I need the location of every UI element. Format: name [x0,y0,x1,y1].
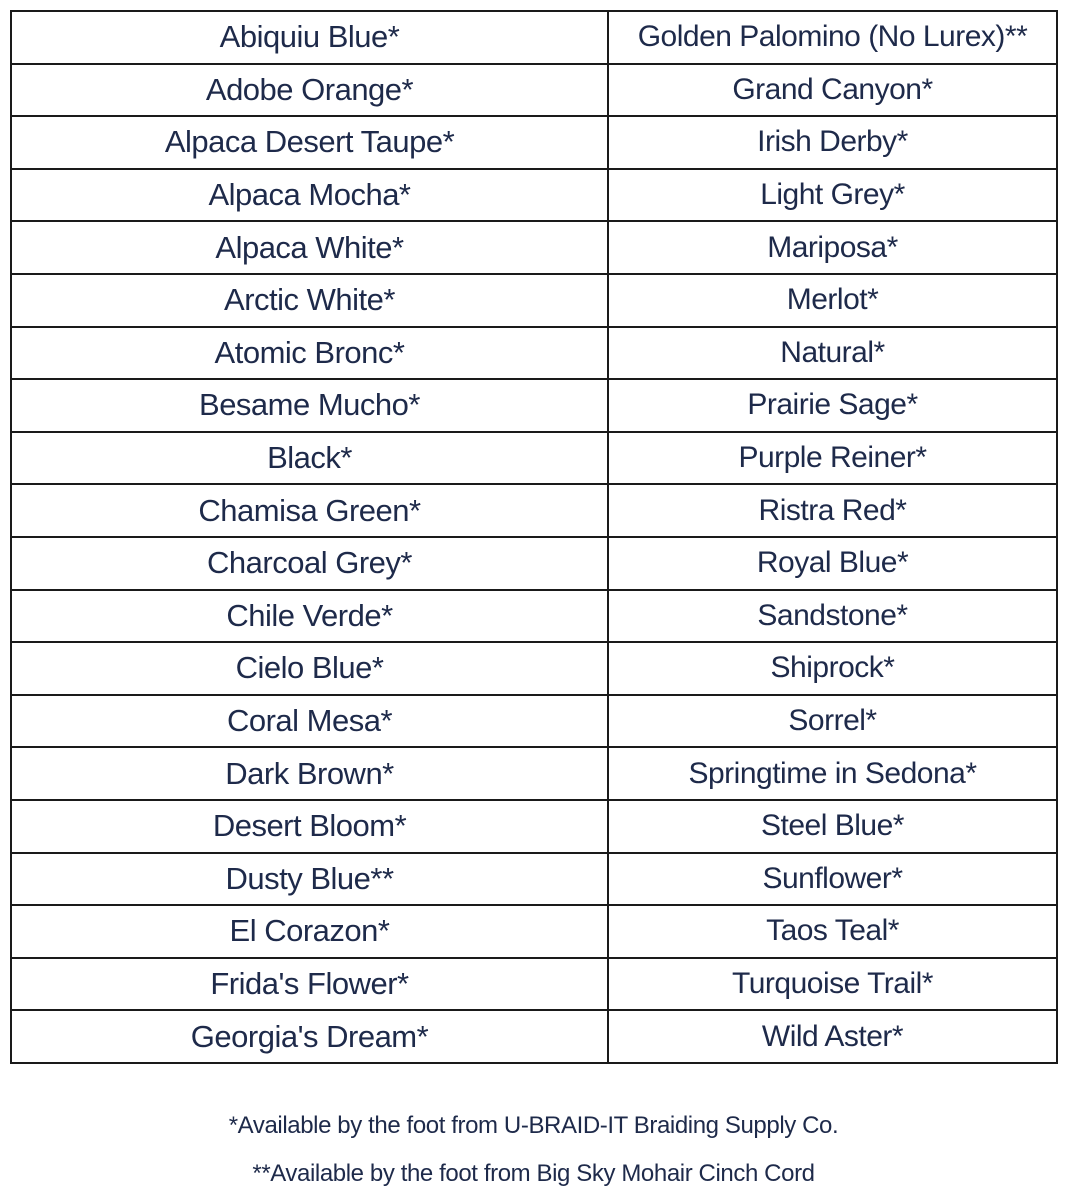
color-name-cell-left: Dark Brown* [11,747,608,800]
table-row [11,327,1057,380]
color-name-cell-left: Adobe Orange* [11,64,608,117]
color-name-cell-left: Chile Verde* [11,590,608,643]
table-row [11,800,1057,853]
table-row [11,64,1057,117]
table-row [11,905,1057,958]
table-row [11,853,1057,906]
color-name-cell-right: Grand Canyon* [608,64,1057,117]
color-name-cell-right: Mariposa* [608,221,1057,274]
color-name-cell-right: Prairie Sage* [608,379,1057,432]
color-table [10,10,1058,1064]
color-name-cell-left: Black* [11,432,608,485]
color-name-cell-right: Sunflower* [608,853,1057,906]
color-name-cell-left: Chamisa Green* [11,484,608,537]
footnote-single-star: *Available by the foot from U-BRAID-IT Braiding Supply Co. [228,1112,839,1139]
table-row [11,221,1057,274]
table-row [11,432,1057,485]
color-name-cell-right: Light Grey* [608,169,1057,222]
table-row [11,958,1057,1011]
color-name-cell-right: Royal Blue* [608,537,1057,590]
color-name-cell-right: Merlot* [608,274,1057,327]
table-row [11,116,1057,169]
table-row [11,695,1057,748]
color-name-cell-right: Sorrel* [608,695,1057,748]
color-name-cell-left: Frida's Flower* [11,958,608,1011]
table-row [11,274,1057,327]
table-row [11,747,1057,800]
color-name-cell-left: Abiquiu Blue* [11,11,608,64]
color-name-cell-left: Cielo Blue* [11,642,608,695]
table-row [11,1010,1057,1063]
footnote-double-star: **Available by the foot from Big Sky Mohair Cinch Cord [252,1160,815,1187]
color-name-cell-right: Purple Reiner* [608,432,1057,485]
color-name-cell-left: Atomic Bronc* [11,327,608,380]
color-name-cell-right: Golden Palomino (No Lurex)** [608,11,1057,64]
color-name-cell-right: Taos Teal* [608,905,1057,958]
color-name-cell-left: Besame Mucho* [11,379,608,432]
color-name-cell-left: El Corazon* [11,905,608,958]
color-name-cell-right: Irish Derby* [608,116,1057,169]
color-name-cell-left: Arctic White* [11,274,608,327]
color-name-cell-left: Alpaca Desert Taupe* [11,116,608,169]
color-name-cell-left: Alpaca White* [11,221,608,274]
color-name-cell-left: Desert Bloom* [11,800,608,853]
color-name-cell-right: Wild Aster* [608,1010,1057,1063]
color-table-body [11,11,1057,1063]
table-row [11,169,1057,222]
table-row [11,11,1057,64]
color-name-cell-right: Springtime in Sedona* [608,747,1057,800]
color-name-cell-left: Alpaca Mocha* [11,169,608,222]
color-name-cell-right: Sandstone* [608,590,1057,643]
table-row [11,642,1057,695]
color-name-cell-right: Turquoise Trail* [608,958,1057,1011]
color-name-cell-left: Dusty Blue** [11,853,608,906]
color-name-cell-left: Coral Mesa* [11,695,608,748]
table-row [11,590,1057,643]
color-name-cell-right: Shiprock* [608,642,1057,695]
table-row [11,379,1057,432]
color-name-cell-right: Natural* [608,327,1057,380]
color-name-cell-right: Steel Blue* [608,800,1057,853]
color-name-cell-right: Ristra Red* [608,484,1057,537]
table-row [11,484,1057,537]
color-name-cell-left: Charcoal Grey* [11,537,608,590]
color-name-cell-left: Georgia's Dream* [11,1010,608,1063]
table-row [11,537,1057,590]
